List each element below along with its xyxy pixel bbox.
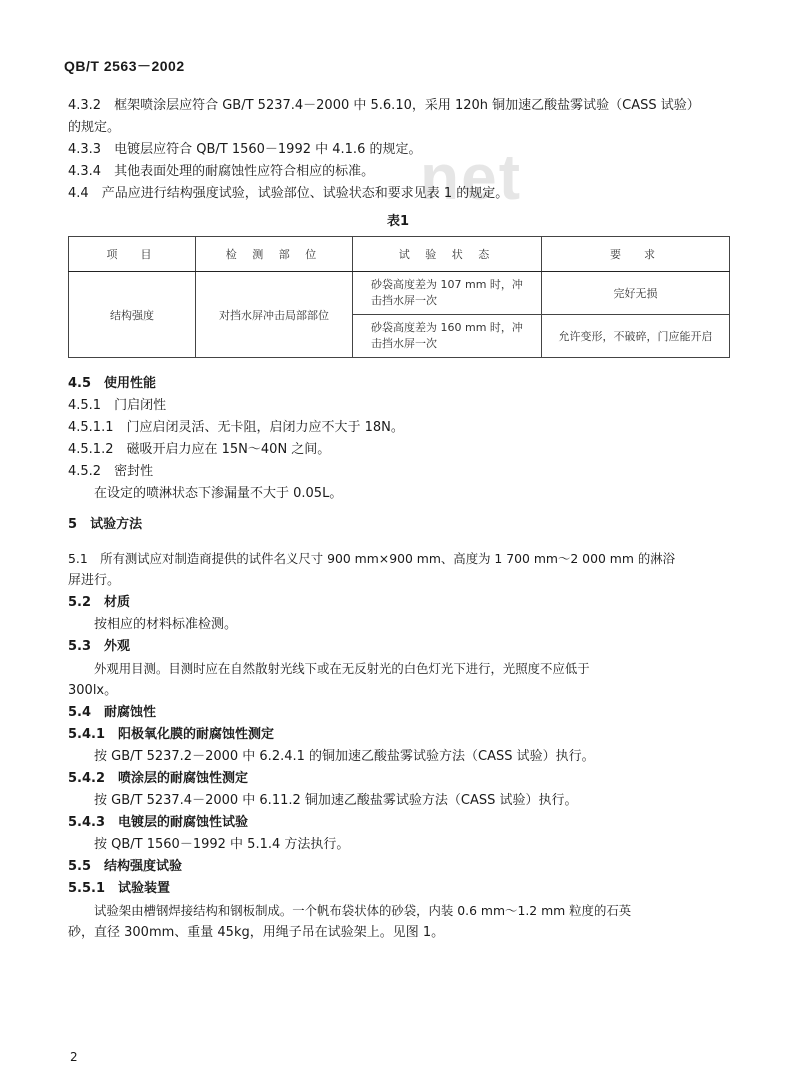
clause-text: 阳极氧化膜的耐腐蚀性测定: [118, 727, 275, 742]
clause-number: 5.5: [68, 859, 92, 874]
test-table: [68, 236, 730, 358]
clause-number: 4.5.1: [68, 398, 102, 413]
header-location: 检 测 部 位: [196, 237, 353, 272]
clause-number: 4.5.1.2: [68, 442, 114, 457]
header-item: 项 目: [69, 237, 196, 272]
condition-line: 击挡水屏一次: [371, 294, 437, 307]
clause-4-4: [68, 183, 508, 205]
clause-body: 在设定的喷淋状态下渗漏量不大于 0.05L。: [94, 486, 343, 501]
section-heading: [68, 514, 142, 536]
clause-number: 5.1: [68, 551, 88, 566]
clause-continuation: [68, 117, 120, 139]
header-requirement: 要 求: [542, 237, 730, 272]
clause-body: 砂，直径 300mm、重量 45kg，用绳子吊在试验架上。见图 1。: [68, 925, 445, 940]
clause-body: 按相应的材料标准检测。: [94, 617, 238, 632]
clause-heading: [68, 702, 156, 724]
clause-number: 4.3.2: [68, 98, 102, 113]
cell-location: 对挡水屏冲击局部部位: [196, 272, 353, 358]
condition-line: 击挡水屏一次: [371, 337, 437, 350]
clause-heading: [68, 592, 130, 614]
clause-body: 按 QB/T 1560－1992 中 5.1.4 方法执行。: [94, 837, 350, 852]
cell-requirement: 允许变形，不破碎，门应能开启: [542, 315, 730, 358]
clause-line: [68, 548, 675, 570]
clause-line: [68, 417, 404, 439]
clause-number: 5.2: [68, 595, 92, 610]
clause-number: 5.4.3: [68, 815, 106, 830]
clause-number: 5.3: [68, 639, 92, 654]
clause-heading: [68, 373, 156, 395]
clause-text: 门启闭性: [114, 398, 167, 413]
clause-heading: [68, 812, 248, 834]
clause-heading: [68, 878, 170, 900]
clause-text: 框架喷涂层应符合 GB/T 5237.4－2000 中 5.6.10，采用 120h 铜加速乙酸盐雾试验（CASS 试验）: [114, 98, 700, 113]
clause-text: 所有测试应对制造商提供的试件名义尺寸 900 mm×900 mm、高度为 1 700 mm～2 000 mm 的淋浴: [100, 551, 676, 566]
clause-body: 屏进行。: [68, 573, 121, 588]
cell-item: 结构强度: [69, 272, 196, 358]
clause-text: 门应启闭灵活、无卡阻，启闭力应不大于 18N。: [126, 420, 404, 435]
clause-heading: [68, 856, 182, 878]
clause-number: 5.4: [68, 705, 92, 720]
clause-text: 磁吸开启力应在 15N～40N 之间。: [126, 442, 331, 457]
clause-text: 使用性能: [104, 376, 157, 391]
clause-text: 耐腐蚀性: [104, 705, 157, 720]
cell-condition: [353, 272, 542, 315]
condition-line: 砂袋高度差为 160 mm 时，冲: [371, 321, 523, 334]
clause-text: 产品应进行结构强度试验，试验部位、试验状态和要求见表 1 的规定。: [101, 186, 509, 201]
clause-body: 试验架由槽钢焊接结构和钢板制成。一个帆布袋状体的砂袋，内装 0.6 mm～1.2 mm 粒度的石英: [94, 903, 632, 918]
condition-line: 砂袋高度差为 107 mm 时，冲: [371, 278, 523, 291]
clause-4-3-2: [68, 95, 700, 117]
table-caption: 表1: [387, 214, 410, 229]
clause-text: 的规定。: [68, 120, 121, 135]
clause-number: 4.5.1.1: [68, 420, 114, 435]
clause-body: 300lx。: [68, 683, 118, 698]
clause-text: 电镀层应符合 QB/T 1560－1992 中 4.1.6 的规定。: [114, 142, 422, 157]
cell-requirement: 完好无损: [542, 272, 730, 315]
clause-heading: [68, 461, 153, 483]
clause-heading: [68, 636, 130, 658]
clause-text: 外观: [104, 639, 131, 654]
clause-heading: [68, 395, 166, 417]
clause-text: 喷涂层的耐腐蚀性测定: [118, 771, 249, 786]
clause-number: 5.4.2: [68, 771, 106, 786]
watermark-text: net: [420, 141, 522, 213]
clause-body: 外观用目测。目测时应在自然散射光线下或在无反射光的白色灯光下进行，光照度不应低于: [94, 661, 590, 676]
clause-number: 5: [68, 517, 78, 532]
page-number: 2: [70, 1050, 78, 1064]
clause-heading: [68, 724, 274, 746]
clause-text: 密封性: [114, 464, 154, 479]
clause-text: 其他表面处理的耐腐蚀性应符合相应的标准。: [114, 164, 375, 179]
cell-condition: [353, 315, 542, 358]
clause-text: 电镀层的耐腐蚀性试验: [118, 815, 249, 830]
clause-number: 4.5.2: [68, 464, 102, 479]
clause-heading: [68, 768, 248, 790]
clause-number: 4.3.3: [68, 142, 102, 157]
clause-number: 4.5: [68, 376, 92, 391]
clause-4-3-3: [68, 139, 421, 161]
table-header-row: [69, 237, 730, 272]
clause-body: 按 GB/T 5237.4－2000 中 6.11.2 铜加速乙酸盐雾试验方法（CASS 试验）执行。: [94, 793, 578, 808]
table-row: [69, 272, 730, 315]
clause-text: 材质: [104, 595, 131, 610]
standard-code: QB/T 2563－2002: [64, 58, 185, 74]
clause-number: 4.4: [68, 186, 89, 201]
clause-number: 5.4.1: [68, 727, 106, 742]
clause-line: [68, 439, 330, 461]
header-condition: 试 验 状 态: [353, 237, 542, 272]
clause-4-3-4: [68, 161, 374, 183]
clause-text: 结构强度试验: [104, 859, 183, 874]
clause-number: 5.5.1: [68, 881, 106, 896]
clause-number: 4.3.4: [68, 164, 102, 179]
clause-body: 按 GB/T 5237.2－2000 中 6.2.4.1 的铜加速乙酸盐雾试验方法（CASS 试验）执行。: [94, 749, 595, 764]
clause-text: 试验方法: [90, 517, 143, 532]
clause-text: 试验装置: [118, 881, 171, 896]
